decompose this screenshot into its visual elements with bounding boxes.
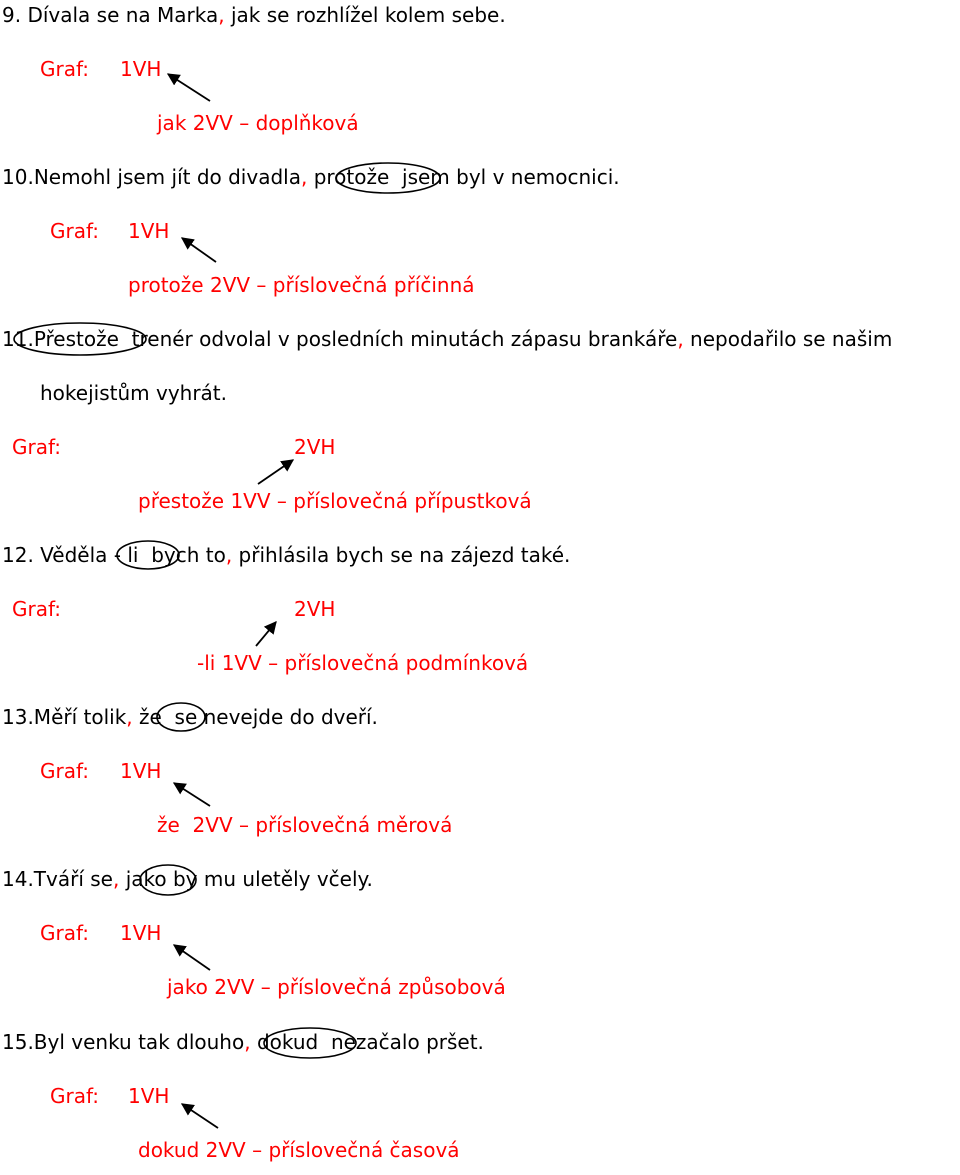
graf-label: Graf: [40,759,90,783]
graf-main-clause: 1VH [128,1084,170,1108]
comma: , [218,3,225,27]
graf-label: Graf: [50,219,100,243]
dependency-arrow [182,238,216,262]
sentence-11: 11.Přestože trenér odvolal v posledních minutách zápasu brankáře, nepodařilo se našim [2,327,893,351]
graf-subordinate: dokud 2VV – příslovečná časová [138,1138,460,1162]
graf-label: Graf: [50,1084,100,1108]
graf-label: Graf: [12,435,62,459]
sentence-text: jak se rozhlížel kolem sebe. [224,3,506,27]
graf-main-clause: 2VH [294,435,336,459]
graf-subordinate: jako 2VV – příslovečná způsobová [167,975,506,999]
sentence-9 [2,3,506,27]
graf-subordinate: -li 1VV – příslovečná podmínková [197,651,529,675]
conjunction: protože [313,165,390,189]
graf-main-clause: 1VH [120,57,162,81]
dependency-arrow [256,622,276,646]
graf-label: Graf: [12,597,62,621]
sentence-14: 14.Tváří se, jako by mu uletěly včely. [2,867,373,891]
conjunction: dokud [256,1030,319,1054]
dependency-arrow [258,460,293,484]
sentence-text: 9. Dívala se na Marka [2,3,219,27]
dependency-arrow [174,945,210,970]
conjunction: - li [113,543,139,567]
graf-main-clause: 2VH [294,597,336,621]
sentence-11-cont: hokejistům vyhrát. [40,381,228,405]
graf-label: Graf: [40,57,90,81]
graf-subordinate: přestože 1VV – příslovečná přípustková [138,489,532,513]
sentence-12: 12. Věděla - li bych to, přihlásila bych se na zájezd také. [2,543,571,567]
graf-subordinate: protože 2VV – příslovečná příčinná [128,273,475,297]
conjunction: jako [125,867,167,891]
dependency-arrow [168,74,210,101]
graf-main-clause: 1VH [120,759,162,783]
conjunction: že [139,705,162,729]
sentence-10: 10.Nemohl jsem jít do divadla, protože jsem byl v nemocnici. [2,165,620,189]
graf-subordinate: jak 2VV – doplňková [157,111,359,135]
graf-main-clause: 1VH [120,921,162,945]
graf-label: Graf: [40,921,90,945]
graf-main-clause: 1VH [128,219,170,243]
dependency-arrow [174,783,210,806]
sentence-15: 15.Byl venku tak dlouho, dokud nezačalo pršet. [2,1030,484,1054]
dependency-arrow [182,1104,218,1128]
graf-subordinate: že 2VV – příslovečná měrová [157,813,453,837]
sentence-13: 13.Měří tolik, že se nevejde do dveří. [2,705,378,729]
conjunction: Přestože [33,327,119,351]
